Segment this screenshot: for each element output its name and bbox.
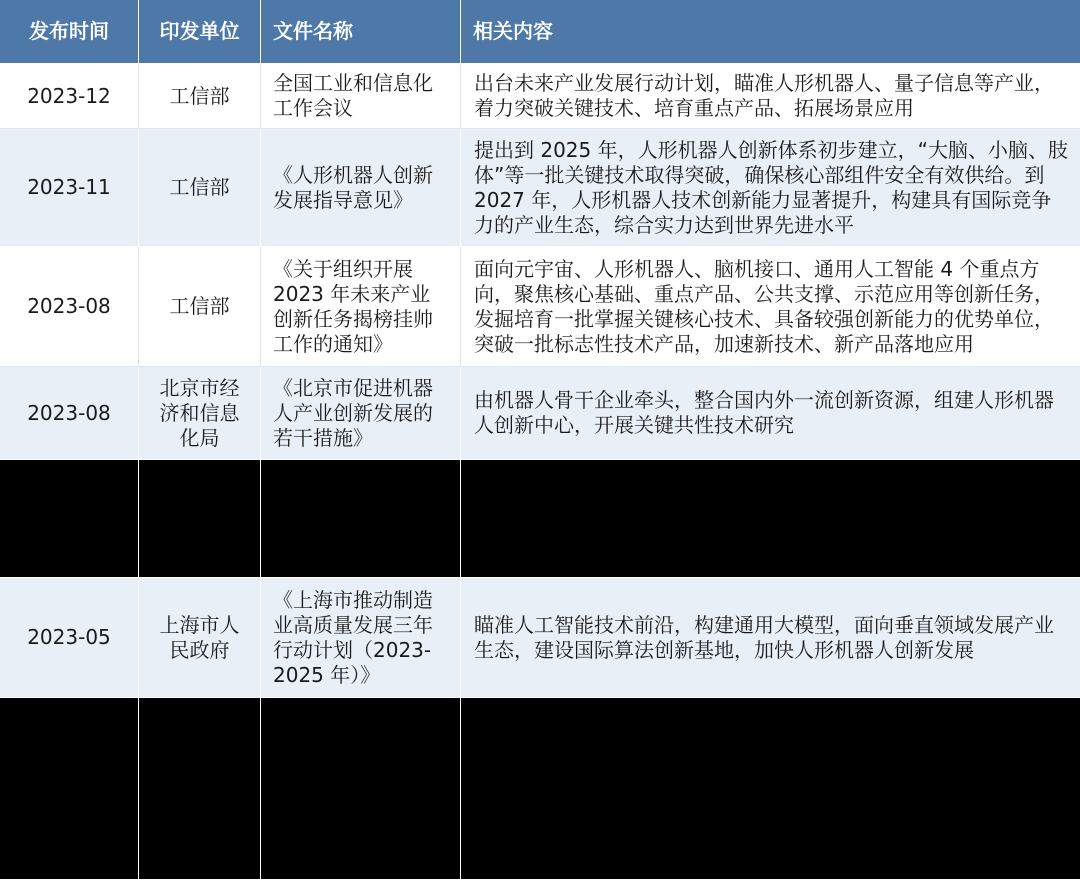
redacted-row — [0, 698, 1080, 880]
redacted-cell — [0, 460, 139, 578]
redacted-row — [0, 460, 1080, 578]
cell-name: 《关于组织开展 2023 年未来产业创新任务揭榜挂帅工作的通知》 — [261, 247, 461, 367]
redacted-cell — [0, 698, 139, 880]
cell-unit: 工信部 — [139, 129, 261, 247]
cell-time: 2023-05 — [0, 578, 139, 698]
cell-time: 2023-08 — [0, 247, 139, 367]
cell-content: 瞄准人工智能技术前沿，构建通用大模型，面向垂直领域发展产业生态，建设国际算法创新基地，加快人形机器人创新发展 — [461, 578, 1080, 698]
cell-time: 2023-11 — [0, 129, 139, 247]
redacted-cell — [461, 460, 1080, 578]
cell-time: 2023-08 — [0, 367, 139, 460]
cell-name: 《上海市推动制造业高质量发展三年行动计划（2023-2025 年）》 — [261, 578, 461, 698]
cell-name: 《北京市促进机器人产业创新发展的若干措施》 — [261, 367, 461, 460]
header-time: 发布时间 — [0, 0, 139, 64]
cell-time: 2023-12 — [0, 64, 139, 129]
redacted-cell — [139, 460, 261, 578]
cell-unit: 北京市经济和信息化局 — [139, 367, 261, 460]
header-unit: 印发单位 — [139, 0, 261, 64]
table-row — [0, 367, 1080, 460]
redacted-cell — [261, 698, 461, 880]
header-name: 文件名称 — [261, 0, 461, 64]
cell-name: 《人形机器人创新发展指导意见》 — [261, 129, 461, 247]
table-row — [0, 247, 1080, 367]
header-content: 相关内容 — [461, 0, 1080, 64]
cell-content: 提出到 2025 年，人形机器人创新体系初步建立，“大脑、小脑、肢体”等一批关键技术取得突破，确保核心部组件安全有效供给。到 2027 年，人形机器人技术创新能力显著提升，构建具有国际竞争力的产业生态，综合实力达到世界先进水平 — [461, 129, 1080, 247]
table-row — [0, 129, 1080, 247]
redacted-cell — [461, 698, 1080, 880]
table-row — [0, 578, 1080, 698]
table-header — [0, 0, 1080, 64]
cell-name: 全国工业和信息化工作会议 — [261, 64, 461, 129]
redacted-cell — [139, 698, 261, 880]
cell-unit: 工信部 — [139, 247, 261, 367]
redacted-cell — [261, 460, 461, 578]
table-row — [0, 64, 1080, 129]
cell-content: 面向元宇宙、人形机器人、脑机接口、通用人工智能 4 个重点方向，聚焦核心基础、重点产品、公共支撑、示范应用等创新任务，发掘培育一批掌握关键核心技术、具备较强创新能力的优势单位，突破一批标志性技术产品，加速新技术、新产品落地应用 — [461, 247, 1080, 367]
cell-unit: 工信部 — [139, 64, 261, 129]
cell-content: 由机器人骨干企业牵头，整合国内外一流创新资源，组建人形机器人创新中心，开展关键共性技术研究 — [461, 367, 1080, 460]
cell-unit: 上海市人民政府 — [139, 578, 261, 698]
cell-content: 出台未来产业发展行动计划，瞄准人形机器人、量子信息等产业，着力突破关键技术、培育重点产品、拓展场景应用 — [461, 64, 1080, 129]
